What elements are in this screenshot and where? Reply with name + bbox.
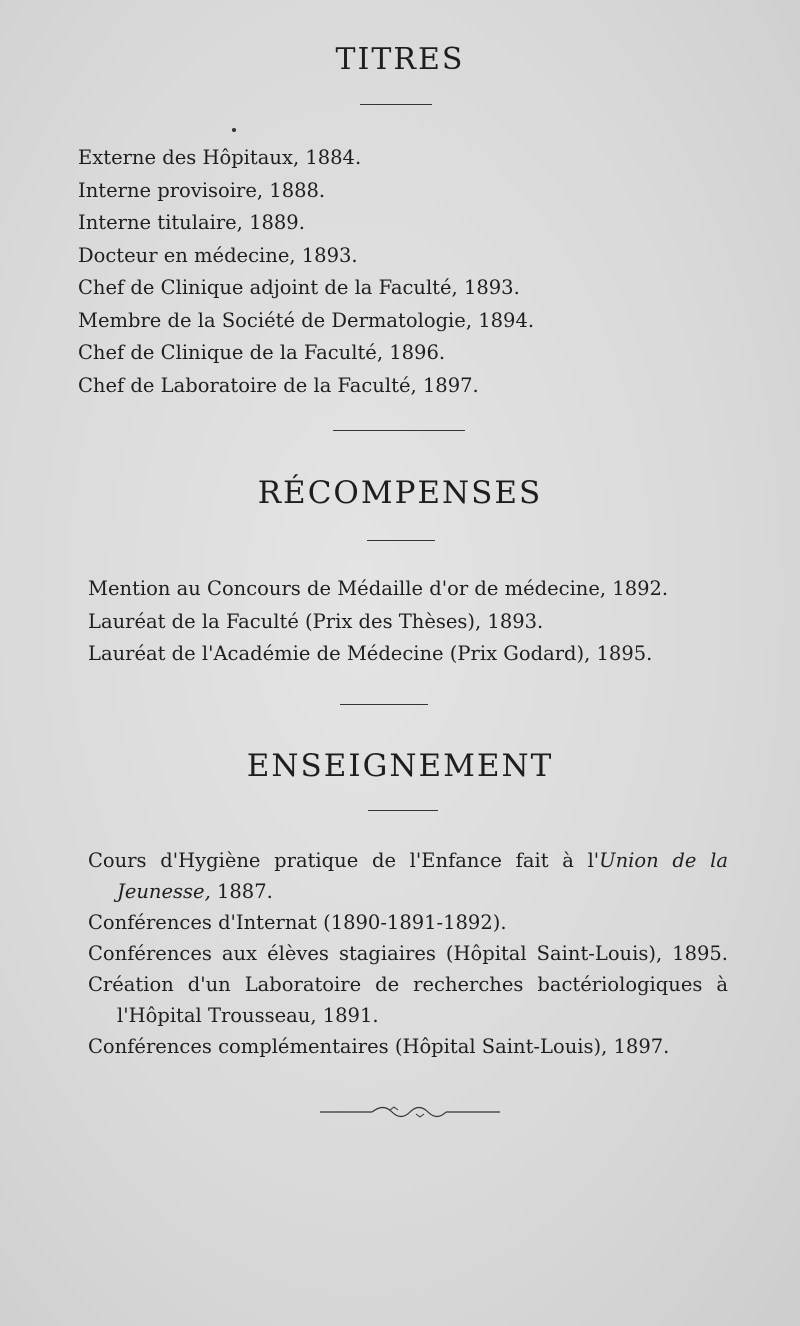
stray-dot	[232, 128, 236, 132]
enseignement-list	[88, 845, 728, 1062]
titres-item: Chef de Clinique de la Faculté, 1896.	[78, 341, 446, 364]
enseignement-item-italic: Union de la Jeunesse,	[117, 849, 728, 903]
titres-rule	[360, 104, 432, 105]
section-divider	[333, 430, 465, 431]
titres-heading: TITRES	[335, 42, 465, 77]
enseignement-item	[88, 845, 728, 907]
end-ornament	[320, 1102, 500, 1122]
titres-item: Chef de Clinique adjoint de la Faculté, 1893.	[78, 276, 520, 299]
enseignement-item: Conférences complémentaires (Hôpital Saint-Louis), 1897.	[88, 1035, 670, 1058]
recompenses-list	[88, 573, 668, 671]
recompenses-item: Lauréat de la Faculté (Prix des Thèses), 1893.	[88, 609, 544, 633]
titres-item: Externe des Hôpitaux, 1884.	[78, 146, 362, 169]
enseignement-heading: ENSEIGNEMENT	[246, 748, 554, 784]
titres-item: Docteur en médecine, 1893.	[78, 243, 358, 267]
recompenses-item: Mention au Concours de Médaille d'or de médecine, 1892.	[88, 577, 669, 600]
recompenses-item: Lauréat de l'Académie de Médecine (Prix Godard), 1895.	[88, 642, 653, 665]
enseignement-item: Conférences aux élèves stagiaires (Hôpital Saint-Louis), 1895.	[88, 942, 728, 965]
titres-item: Interne provisoire, 1888.	[78, 178, 326, 202]
enseignement-item-year: 1887.	[210, 880, 273, 903]
recompenses-heading: RÉCOMPENSES	[257, 475, 543, 511]
titres-item: Interne titulaire, 1889.	[78, 211, 305, 234]
enseignement-item: Création d'un Laboratoire de recherches bactériologiques à l'Hôpital Trousseau, 1891.	[88, 973, 728, 1027]
titres-item: Membre de la Société de Dermatologie, 1894.	[78, 308, 535, 332]
titres-item: Chef de Laboratoire de la Faculté, 1897.	[78, 373, 479, 397]
titres-list	[78, 142, 534, 402]
enseignement-rule	[368, 810, 438, 811]
recompenses-rule	[367, 540, 435, 541]
section-divider	[340, 704, 428, 705]
enseignement-item-text: Cours d'Hygiène pratique de l'Enfance fait à l'	[88, 849, 600, 872]
enseignement-item: Conférences d'Internat (1890-1891-1892).	[88, 911, 507, 934]
